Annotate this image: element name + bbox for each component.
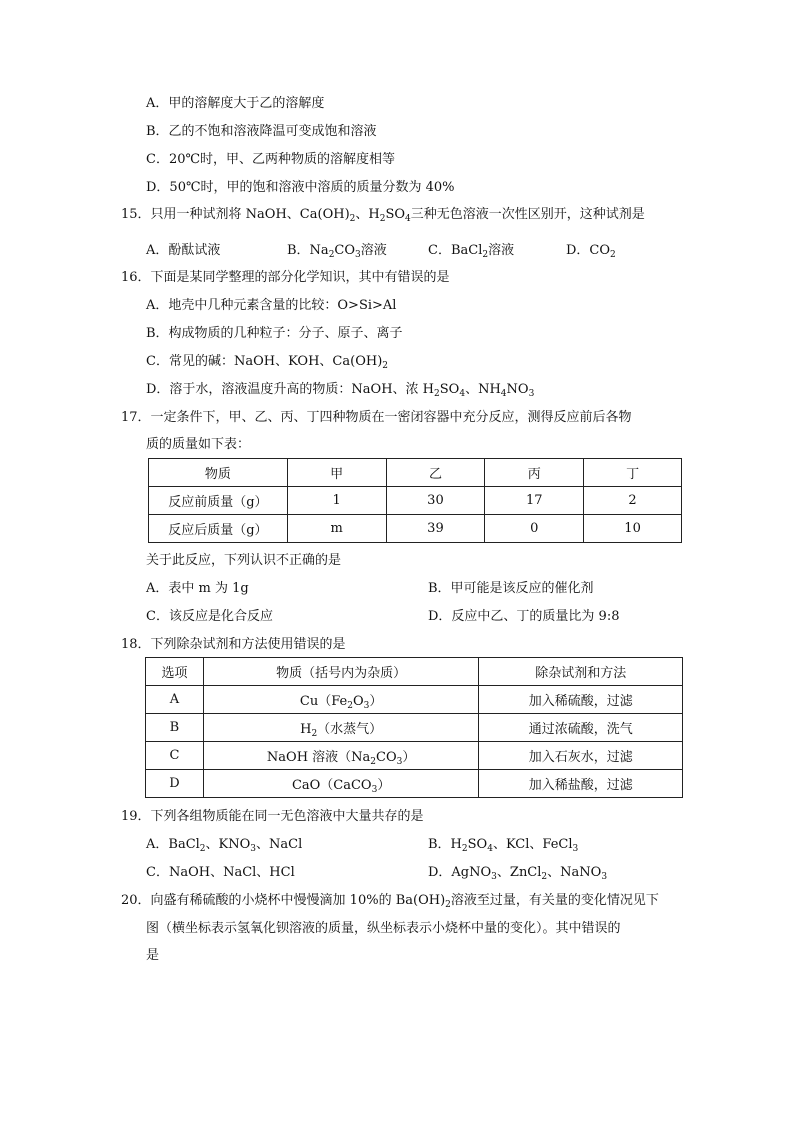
q18-stem: 18．下列除杂试剂和方法使用错误的是 bbox=[121, 637, 346, 652]
q17-prompt: 关于此反应，下列认识不正确的是 bbox=[146, 553, 342, 568]
q15-stem: 15．只用一种试剂将 NaOH、$Ca(OH)_2$、$H_2SO_4$三种无色溶液一次性区别开，这种试剂是 bbox=[121, 207, 645, 224]
q17-option-b: B．甲可能是该反应的催化剂 bbox=[428, 581, 594, 596]
table-row bbox=[146, 742, 683, 770]
q20-stem-line2: 图（横坐标表示氢氧化钡溶液的质量，纵坐标表示小烧杯中量的变化）。其中错误的 bbox=[146, 921, 621, 936]
table-cell: m bbox=[287, 515, 386, 543]
table-cell-method: 加入稀硫酸，过滤 bbox=[479, 686, 683, 714]
q19-option-c: C．NaOH、NaCl、HCl bbox=[146, 865, 295, 880]
table-row bbox=[149, 515, 682, 543]
table-cell: 30 bbox=[386, 487, 485, 515]
table-header-cell: 丁 bbox=[584, 459, 682, 487]
q19-stem: 19．下列各组物质能在同一无色溶液中大量共存的是 bbox=[121, 809, 424, 824]
table-header-cell: 乙 bbox=[386, 459, 485, 487]
q14-option-c: C．20℃时，甲、乙两种物质的溶解度相等 bbox=[146, 152, 396, 167]
table-cell: 17 bbox=[485, 487, 584, 515]
q20-stem-line3: 是 bbox=[146, 948, 160, 963]
q19-option-a: A．BaCl$_2$、$KNO_3$、NaCl bbox=[146, 837, 303, 854]
table-header-row bbox=[146, 658, 683, 686]
table-header-row bbox=[149, 459, 682, 487]
table-cell: 10 bbox=[584, 515, 682, 543]
q17-mass-table bbox=[148, 458, 682, 543]
table-header-cell: 甲 bbox=[287, 459, 386, 487]
q17-option-a: A．表中 m 为 1g bbox=[146, 581, 249, 596]
table-cell-substance: NaOH 溶液$(Na_2CO_3)$ bbox=[203, 742, 479, 770]
table-cell-substance: $H_2$（水蒸气） bbox=[203, 714, 479, 742]
table-cell-substance: $Cu(Fe_2O_3)$ bbox=[203, 686, 479, 714]
table-cell: 39 bbox=[386, 515, 485, 543]
q15-option-d: D．$CO_2$ bbox=[566, 243, 616, 260]
table-cell-method: 加入石灰水，过滤 bbox=[479, 742, 683, 770]
table-cell: 反应后质量（g） bbox=[149, 515, 288, 543]
q16-option-c: C．常见的碱：NaOH、KOH、$Ca(OH)_2$ bbox=[146, 354, 388, 371]
q14-option-b: B．乙的不饱和溶液降温可变成饱和溶液 bbox=[146, 124, 377, 139]
q16-option-d: D．溶于水，溶液温度升高的物质：NaOH、浓 $H_2SO_4$、$NH_4NO_3$ bbox=[146, 382, 535, 399]
table-cell: 2 bbox=[584, 487, 682, 515]
table-cell-option: A bbox=[146, 686, 204, 714]
q19-option-d: D．AgNO$_3$、ZnCl$_2$、NaNO$_3$ bbox=[428, 865, 608, 882]
q17-option-c: C．该反应是化合反应 bbox=[146, 609, 273, 624]
q17-stem-line2: 质的质量如下表： bbox=[146, 437, 251, 452]
q14-option-a: A．甲的溶解度大于乙的溶解度 bbox=[146, 96, 325, 111]
q16-option-b: B．构成物质的几种粒子：分子、原子、离子 bbox=[146, 326, 403, 341]
table-row bbox=[146, 686, 683, 714]
q17-option-d: D．反应中乙、丁的质量比为 9:8 bbox=[428, 609, 620, 624]
q17-stem-line1: 17．一定条件下，甲、乙、丙、丁四种物质在一密闭容器中充分反应，测得反应前后各物 bbox=[121, 410, 632, 425]
q19-option-b: B．$H_2SO_4$、KCl、FeCl$_3$ bbox=[428, 837, 579, 854]
q16-stem: 16．下面是某同学整理的部分化学知识，其中有错误的是 bbox=[121, 270, 450, 285]
table-cell-method: 加入稀盐酸，过滤 bbox=[479, 770, 683, 798]
q15-option-b: B．$Na_2CO_3$溶液 bbox=[287, 243, 387, 260]
q16-option-a: A．地壳中几种元素含量的比较：O>Si>Al bbox=[146, 298, 397, 313]
table-cell-method: 通过浓硫酸，洗气 bbox=[479, 714, 683, 742]
table-header-cell: 物质 bbox=[149, 459, 288, 487]
table-cell-substance: CaO（CaCO$_3$） bbox=[203, 770, 479, 798]
table-row bbox=[146, 714, 683, 742]
table-cell-option: B bbox=[146, 714, 204, 742]
q18-purification-table bbox=[145, 657, 683, 798]
table-cell: 0 bbox=[485, 515, 584, 543]
table-header-cell: 丙 bbox=[485, 459, 584, 487]
table-row bbox=[149, 487, 682, 515]
table-header-cell: 选项 bbox=[146, 658, 204, 686]
table-cell-option: D bbox=[146, 770, 204, 798]
q15-option-c: C．BaCl$_2$溶液 bbox=[428, 243, 515, 260]
table-cell: 1 bbox=[287, 487, 386, 515]
table-row bbox=[146, 770, 683, 798]
q14-option-d: D．50℃时，甲的饱和溶液中溶质的质量分数为 40% bbox=[146, 180, 455, 195]
table-cell-option: C bbox=[146, 742, 204, 770]
q15-option-a: A．酚酞试液 bbox=[146, 243, 221, 258]
table-cell: 反应前质量（g） bbox=[149, 487, 288, 515]
table-header-cell: 物质（括号内为杂质） bbox=[203, 658, 479, 686]
table-header-cell: 除杂试剂和方法 bbox=[479, 658, 683, 686]
q20-stem-line1: 20．向盛有稀硫酸的小烧杯中慢慢滴加 10%的 $Ba(OH)_2$溶液至过量，有关量的变化情况见下 bbox=[121, 893, 659, 910]
